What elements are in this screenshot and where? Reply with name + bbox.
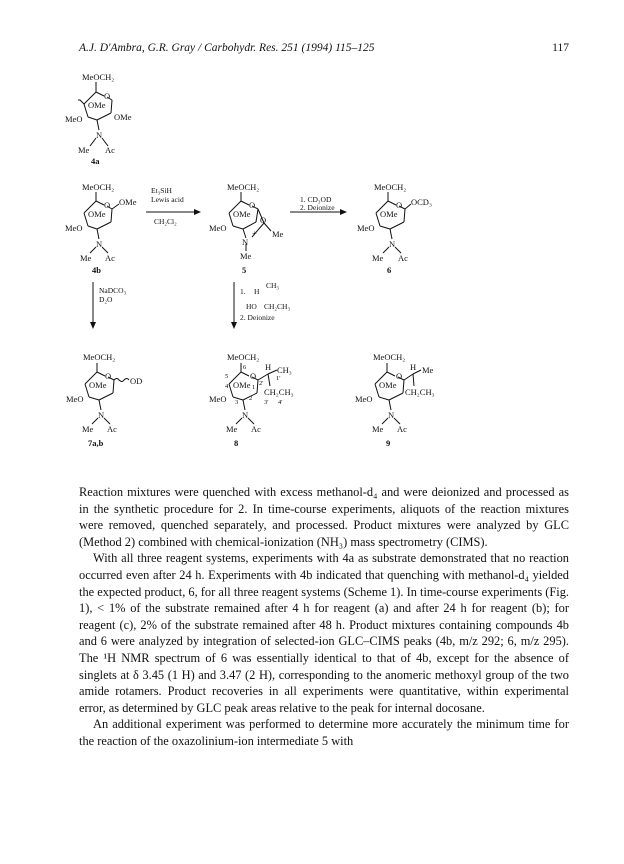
mol-8-num1p: 1' <box>276 375 281 382</box>
mol-6-s4: OMe <box>380 209 398 219</box>
mol-9-me: Me <box>422 365 434 375</box>
mol-4b-nme: Me <box>80 253 92 263</box>
reagent-4b5-line1: Et₃SiH <box>151 186 172 195</box>
mol-7-nac: Ac <box>107 424 117 434</box>
mol-9-s4: OMe <box>379 380 397 390</box>
mol-9-c6: MeOCH₂ <box>373 352 406 362</box>
paragraph-2: With all three reagent systems, experiments with 4a as substrate demonstrated that no reaction occurred even after 24 h. Experiments with 4b indicated that quenching with methanol-d₄ yielded the expected product, 6, for all three reagent systems (Scheme 1). In time-course experiments (Fig. 1), < 1% of the substrate remained after 4 h for reagent (a) and after 24 h for reagent (b); for reagent (c), 2% of the substrate remained after 48 h. Product mixtures containing compounds 4b and 6 were analyzed by integration of selected-ion GLC–CIMS peaks (4b, m/z 292; 6, m/z 295). The ¹H NMR spectrum of 6 was essentially identical to that of 4b, except for the absence of singlets at δ 3.45 (1 H) and 3.47 (2 H), corresponding to the anomeric methoxyl group of the two amide rotamers. Product recoveries in all experiments were quantitative, within experimental error, as determined by GLC peak areas relative to the peak for internal docosane. <box>79 551 569 715</box>
mol-9-nme: Me <box>372 424 384 434</box>
mol-8-nac: Ac <box>251 424 261 434</box>
mol-9-nac: Ac <box>397 424 407 434</box>
mol-6-nac: Ac <box>398 253 408 263</box>
paragraph-3: An additional experiment was performed to determine more accurately the minimum time for the reaction of the oxazolinium-ion intermediate 5 with <box>79 717 569 748</box>
mol-5-c6: MeOCH₂ <box>227 182 260 192</box>
mol-6-s3: MeO <box>357 223 375 233</box>
mol-4b-ring-o: O <box>104 200 111 210</box>
mol-8-num4p: 4' <box>278 399 283 406</box>
mol-8-ch3: CH₃ <box>277 365 292 375</box>
reagent-4b7-line2: D₂O <box>99 295 113 304</box>
mol-9-ring-o: O <box>396 371 403 381</box>
mol-4a-n: N <box>96 130 103 140</box>
reagent-56-line1: 1. CD₃OD <box>300 195 332 204</box>
mol-5-nme: Me <box>240 251 252 261</box>
mol-6-label: 6 <box>387 265 392 275</box>
mol-4b-s4: OMe <box>88 209 106 219</box>
mol-8-ring-o: O <box>250 371 257 381</box>
mol-8-ch2ch3: CH₂CH₃ <box>264 387 294 397</box>
mol-9-s3: MeO <box>355 394 373 404</box>
mol-8-nme: Me <box>226 424 238 434</box>
mol-7-s3: MeO <box>66 394 84 404</box>
mol-8-num1: 1 <box>252 384 256 391</box>
mol-6-nme: Me <box>372 253 384 263</box>
mol-7-ring-o: O <box>105 371 112 381</box>
mol-4b-n: N <box>96 239 103 249</box>
mol-7-n: N <box>98 410 105 420</box>
reagent-58-step1: 1. <box>240 287 246 296</box>
mol-4a-nme: Me <box>78 145 90 155</box>
mol-4a-ring-o: O <box>104 91 111 101</box>
paragraph-1: Reaction mixtures were quenched with excess methanol-d₄ and were deionized and processed as in the synthetic procedure for 2. In time-course experiments, aliquots of the reaction mixtures were removed, quenched separately, and processed. Product mixtures were analyzed by GLC (Method 2) combined with chemical-ionization (NH₃) mass spectrometry (CIMS). <box>79 485 569 549</box>
mol-8-num2p: 2' <box>259 380 264 387</box>
mol-6-c6: MeOCH₂ <box>374 182 407 192</box>
mol-4b-s1: OMe <box>119 197 137 207</box>
reagent-56-line2: 2. Deionize <box>300 203 335 212</box>
mol-9-label: 9 <box>386 438 391 448</box>
mol-9-h: H <box>410 362 417 372</box>
mol-4b-nac: Ac <box>105 253 115 263</box>
mol-5-s4: OMe <box>233 209 251 219</box>
mol-6-n: N <box>389 239 396 249</box>
running-title: A.J. D'Ambra, G.R. Gray / Carbohydr. Res. 251 (1994) 115–125 <box>79 42 375 54</box>
mol-8-n: N <box>242 410 249 420</box>
mol-5-ox-o: O <box>260 215 267 225</box>
mol-4a-nac: Ac <box>105 145 115 155</box>
reagent-4b7-line1: NaDCO₃ <box>99 286 127 295</box>
reagent-58-step2: 2. Deionize <box>240 313 275 322</box>
mol-4a-s4: OMe <box>88 100 106 110</box>
mol-7-label: 7a,b <box>88 438 104 448</box>
mol-8-s3: MeO <box>209 394 227 404</box>
mol-6-ring-o: O <box>396 200 403 210</box>
mol-7-c6: MeOCH₂ <box>83 352 116 362</box>
mol-8-num4: 4 <box>225 383 229 390</box>
mol-8-num5: 5 <box>225 373 229 380</box>
reagent-4b5-line2: Lewis acid <box>151 195 184 204</box>
mol-8-num2: 2 <box>249 395 253 402</box>
mol-4b-c6: MeOCH₂ <box>82 182 115 192</box>
reagent-4b5-line3: CH₂Cl₂ <box>154 217 177 226</box>
mol-4a-label: 4a <box>91 156 100 166</box>
mol-5-label: 5 <box>242 265 247 275</box>
mol-8-label: 8 <box>234 438 239 448</box>
mol-8-num3: 3 <box>235 399 239 406</box>
reagent-58-ho: HO <box>246 302 257 311</box>
mol-7-s4: OMe <box>89 380 107 390</box>
mol-8-h: H <box>265 362 272 372</box>
mol-4b-s3: MeO <box>65 223 83 233</box>
mol-4b-label: 4b <box>92 265 101 275</box>
mol-5-n: N <box>242 237 249 247</box>
mol-8-num3p: 3' <box>264 399 269 406</box>
mol-8-c6: MeOCH₂ <box>227 352 260 362</box>
mol-5-ring-o: O <box>249 200 256 210</box>
mol-5-charge: + <box>252 228 257 238</box>
mol-4a-s2: OMe <box>114 112 132 122</box>
mol-8-s4: OMe <box>233 380 251 390</box>
mol-5-me: Me <box>272 229 284 239</box>
mol-7-s1: OD <box>130 376 143 386</box>
mol-5-s3: MeO <box>209 223 227 233</box>
page-number: 117 <box>552 42 569 54</box>
body-text <box>79 484 569 750</box>
mol-7-nme: Me <box>82 424 94 434</box>
mol-4a-c6: MeOCH₂ <box>82 72 115 82</box>
reagent-58-h: H <box>254 287 260 296</box>
mol-6-s1: OCD₃ <box>411 197 432 207</box>
mol-8-num6: 6 <box>243 364 247 371</box>
reagent-58-ch3: CH₃ <box>266 281 280 290</box>
mol-4a-s3: MeO <box>65 114 83 124</box>
mol-9-n: N <box>388 410 395 420</box>
mol-9-ch2ch3: CH₂CH₃ <box>405 387 435 397</box>
reagent-58-ch2ch3: CH₂CH₃ <box>264 302 291 311</box>
